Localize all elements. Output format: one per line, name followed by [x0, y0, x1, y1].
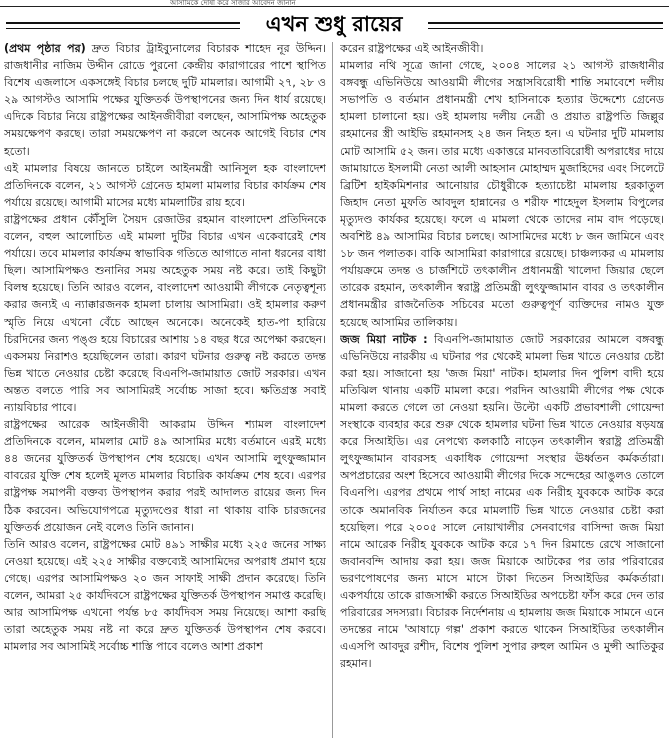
clipped-previous-line: আসামিকে দোষী করে সাজার আবেদন জানান: [170, 0, 296, 6]
headline-rule-left: [6, 22, 240, 29]
paragraph: করেন রাষ্ট্রপক্ষের এই আইনজীবী।: [340, 42, 484, 55]
paragraph: রাষ্ট্রপক্ষের আরেক আইনজীবী আকরাম উদ্দিন শ্যামল বাংলাদেশ প্রতিদিনকে বলেন, মামলার মোট ৪৯ আসামির মধ্যে বর্তমানে এরই মধ্যে ৪৪ জনের যুক্তিতর্ক উপস্থাপন শেষ হয়েছে। এখন আসামি লুৎফুজ্জামান বাবরের যুক্তি শেষ হলেই মূলত মামলার বিচারিক কার্যক্রম শেষ হবে। এরপর রাষ্ট্রপক্ষ সমাপনী বক্তব্য উপস্থাপন করার পরই আদালত রায়ের জন্য দিন ঠিক করবেন। অভিযোগপত্রে মৃত্যুদণ্ডের ধারা না থাকায় বাকি চারজনের যুক্তিতর্ক প্রয়োজন নেই বলেও তিনি জানান।: [4, 418, 326, 534]
headline: এখন শুধু রায়ের: [265, 12, 403, 36]
headline-row: [0, 10, 669, 40]
paragraph: এই মামলার বিষয়ে জানতে চাইলে আইনমন্ত্রী আনিসুল হক বাংলাদেশ প্রতিদিনকে বলেন, ২১ আগস্ট গ্রেনেড হামলা মামলার বিচার কার্যক্রম শেষ পর্যায়ে রয়েছে। আগামী মাসের মধ্যে মামলাটির রায় হবে।: [4, 161, 326, 209]
paragraph: রাষ্ট্রপক্ষের প্রধান কৌঁসুলি সৈয়দ রেজাউর রহমান বাংলাদেশ প্রতিদিনকে বলেন, বহুল আলোচিত এই মামলা দুটির বিচার এখন একেবারেই শেষ পর্যায়ে। তবে মামলার কার্যক্রম স্বাভাবিক গতিতে আগাতে নানা ধরনের বাধা ছিল। আসামিপক্ষও শুনানির সময় অহেতুক সময় নষ্ট করে। তাই কিছুটা বিলম্ব হয়েছে। তিনি আরও বলেন, বাংলাদেশ আওয়ামী লীগকে নেতৃত্বশূন্য করার জন্যই এ ন্যাক্কারজনক হামলা চালায় আসামিরা। ওই হামলার করুণ স্মৃতি নিয়ে এখনো বেঁচে আছেন অনেকে। অনেকেই হাত-পা হারিয়ে চিরদিনের জন্য পঙ্গু হয়ে বিচারের আশায় ১৪ বছর ধরে অপেক্ষা করছেন। একসময় নিরাশও হয়েছিলেন তারা। কারণ ঘটনার গুরুত্ব নষ্ট করতে তদন্ত ভিন্ন খাতে নেওয়ার চেষ্টা করেছে বিএনপি-জামায়াত জোট সরকার। এখন অন্তত বলতে পারি সব আসামিরই সর্বোচ্চ সাজা হবে। ক্ষতিগ্রস্ত সবাই ন্যায়বিচার পাবে।: [4, 212, 326, 414]
top-rule: [0, 0, 669, 7]
continuation-label: (প্রথম পৃষ্ঠার পর): [4, 42, 86, 55]
paragraph-text: বিএনপি-জামায়াত জোট সরকারের আমলে বঙ্গবন্ধু এভিনিউয়ে নারকীয় এ ঘটনার পর থেকেই মামলা ভিন্ন খাতে নেওয়ার চেষ্টা করা হয়। সাজানো হয় 'জজ মিয়া' নাটক। হামলার দিন পুলিশ বাদী হয়ে মতিঝিল থানায় একটি মামলা করে। পরদিন আওয়ামী লীগের পক্ষ থেকে মামলা করতে গেলে তা নেওয়া হয়নি। উল্টো একটি প্রভাবশালী গোয়েন্দা সংস্থাকে ব্যবহার করে শুরু থেকে হামলার ঘটনা ভিন্ন খাতে নেওয়ার ষড়যন্ত্র করে সিআইডি। এর নেপথ্যে কলকাঠি নাড়েন তৎকালীন স্বরাষ্ট্র প্রতিমন্ত্রী লুৎফুজ্জামান বাবরসহ একাধিক গোয়েন্দা সংস্থার ঊর্ধ্বতন কর্মকর্তারা। অপপ্রচারের অংশ হিসেবে আওয়ামী লীগের দিকে সন্দেহের আঙুলও তোলে বিএনপি। এরপর প্রথমে পার্থ সাহা নামের এক নিরীহ যুবককে আটক করে তাকে অমানবিক নির্যাতন করে মামলাটি ভিন্ন খাতে নেওয়ার চেষ্টা করা হয়েছিল। পরে ২০০৫ সালে নোয়াখালীর সেনবাগের বাসিন্দা জজ মিয়া নামে আরেক নিরীহ যুবককে আটক করে ১৭ দিন রিমান্ডে রেখে সাজানো জবানবন্দি আদায় করা হয়। জজ মিয়াকে আটকের পর তার পরিবারের ভরণপোষণের জন্য মাসে মাসে টাকা দিতেন সিআইডির কর্মকর্তারা। একপর্যায়ে তাকে রাজসাক্ষী করতে সিআইডির অপচেষ্টা ফাঁস করে দেন তার পরিবারের সদস্যরা। বিচারক নির্দেশনায় এ হামলায় জজ মিয়াকে সামনে এনে তদন্তের নামে 'আষাঢ়ে গল্প' প্রকাশ করতে থাকেন সিআইডির তৎকালীন এএসপি আবদুর রশীদ, বিশেষ পুলিশ সুপার রুহুল আমিন ও মুন্সী আতিকুর রহমান।: [340, 332, 664, 671]
paragraph: তিনি আরও বলেন, রাষ্ট্রপক্ষের মোট ৪৯১ সাক্ষীর মধ্যে ২২৫ জনের সাক্ষ্য নেওয়া হয়েছে। এই ২২৫ সাক্ষীর বক্তব্যেই আসামিদের অপরাধ প্রমাণ হয়ে গেছে। এরপর আসামিপক্ষও ২০ জন সাফাই সাক্ষী প্রদান করেছে। তিনি বলেন, আমরা ২৫ কার্যদিবসে রাষ্ট্রপক্ষের যুক্তিতর্ক উপস্থাপন সমাপ্ত করেছি। আর আসামিপক্ষ এখনো পর্যন্ত ৮৫ কার্যদিবস সময় নিয়েছে। আশা করছি তারা অহেতুক সময় নষ্ট না করে দ্রুত যুক্তিতর্ক উপস্থাপন শেষ করবে। মামলার সব আসামিই সর্বোচ্চ শাস্তি পাবে বলেও আশা প্রকাশ: [4, 537, 326, 654]
paragraph: [4, 40, 326, 160]
paragraph-text: দ্রুত বিচার ট্রাইব্যুনালের বিচারক শাহেদ নূর উদ্দিন। রাজধানীর নাজিম উদ্দীন রোডে পুরনো কেন্দ্রীয় কারাগারের পাশে স্থাপিত বিশেষ এজলাসে একসঙ্গেই বিচার চলছে দুটি মামলার। আগামী ২৭, ২৮ ও ২৯ আগস্টও আসামি পক্ষের যুক্তিতর্ক উপস্থাপনের জন্য দিন ধার্য রয়েছে। এদিকে বিচার নিয়ে রাষ্ট্রপক্ষের আইনজীবীরা বলছেন, আসামিপক্ষ অহেতুক সময়ক্ষেপণ করছে। তারা সময়ক্ষেপণ না করলে অনেক আগেই বিচার শেষ হতো।: [4, 42, 326, 158]
column-divider: [332, 42, 333, 738]
subhead: জজ মিয়া নাটক :: [340, 332, 428, 346]
paragraph: [340, 331, 664, 673]
paragraph: মামলার নথি সূত্রে জানা গেছে, ২০০৪ সালের ২১ আগস্ট রাজধানীর বঙ্গবন্ধু এভিনিউয়ে আওয়ামী লীগের সন্ত্রাসবিরোধী শান্তি সমাবেশে দলীয় সভাপতি ও বর্তমান প্রধানমন্ত্রী শেখ হাসিনাকে হত্যার উদ্দেশ্যে গ্রেনেড হামলা চালানো হয়। ওই হামলায় দলীয় নেত্রী ও প্রয়াত রাষ্ট্রপতি জিল্লুর রহমানের স্ত্রী আইভি রহমানসহ ২৪ জন নিহত হন। এ ঘটনার দুটি মামলায় মোট আসামি ৫২ জন। তার মধ্যে একাত্তরে মানবতাবিরোধী অপরাধের দায়ে জামায়াতে ইসলামী নেতা আলী আহসান মোহাম্মদ মুজাহিদের এবং সিলেটে ব্রিটিশ হাইকমিশনার আনোয়ার চৌধুরীকে হত্যাচেষ্টা মামলায় হরকাতুল জিহাদ নেতা মুফতি আবদুল হান্নানের ও শরীফ শাহেদুল ইসলাম বিপুলের মৃত্যুদণ্ড কার্যকর হয়েছে। ফলে এ মামলা থেকে তাদের নাম বাদ পড়েছে। অবশিষ্ট ৪৯ আসামির বিচার চলছে। আসামিদের মধ্যে ৮ জন জামিনে এবং ১৮ জন পলাতক। বাকি আসামিরা কারাগারে রয়েছে। চাঞ্চল্যকর এ মামলায় পর্যায়ক্রমে তদন্ত ও চার্জশিটে তৎকালীন প্রধানমন্ত্রী খালেদা জিয়ার ছেলে তারেক রহমান, তৎকালীন স্বরাষ্ট্র প্রতিমন্ত্রী লুৎফুজ্জামান বাবর ও তৎকালীন প্রধানমন্ত্রীর রাজনৈতিক সচিবের মতো গুরুত্বপূর্ণ ব্যক্তিদের নামও যুক্ত হয়েছে আসামির তালিকায়।: [340, 59, 664, 329]
right-column: [340, 40, 664, 740]
left-column: [4, 40, 326, 740]
headline-rule-right: [428, 22, 663, 29]
